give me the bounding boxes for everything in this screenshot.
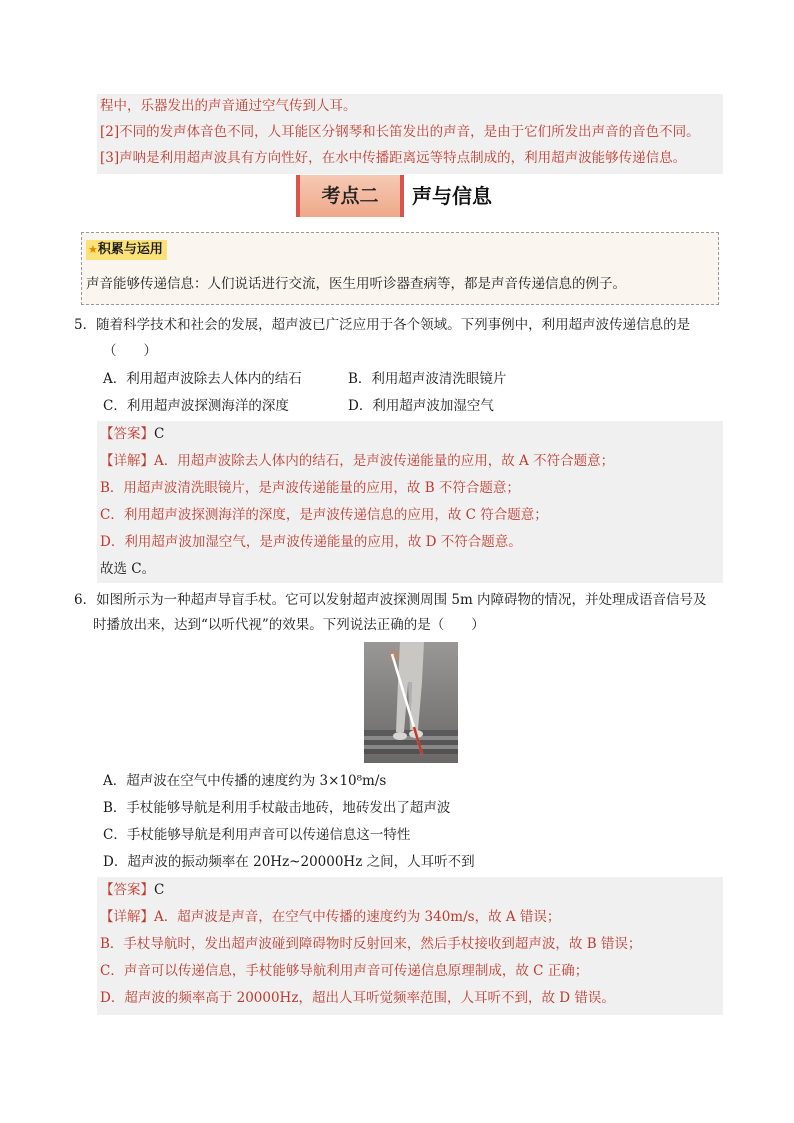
q5-stem-line-1: 5．随着科学技术和社会的发展，超声波已广泛应用于各个领域。下列事例中，利用超声波传递信息的是 — [74, 317, 691, 333]
q6-option-b: B．手杖能够导航是利用手杖敲击地砖，地砖发出了超声波 — [103, 800, 451, 816]
prev-answer-line-2: [2]不同的发声体音色不同，人耳能区分钢琴和长笛发出的声音，是由于它们所发出声音的音色不同。 — [100, 124, 700, 140]
q5-stem-line-2: （ ） — [103, 343, 157, 359]
q5-detail-line-1 — [100, 451, 614, 471]
star-icon: ★ — [88, 243, 98, 256]
section-label: 考点二 — [296, 175, 404, 217]
q5-detail-d: D．利用超声波加湿空气，是声波传递能量的应用，故 D 不符合题意。 — [100, 534, 522, 550]
q6-option-c: C．手杖能够导航是利用声音可以传递信息这一特性 — [103, 827, 411, 843]
prev-answer-line-1: 程中，乐器发出的声音通过空气传到人耳。 — [100, 98, 357, 114]
tip-label-text: 积累与运用 — [97, 242, 163, 257]
q6-option-a: A．超声波在空气中传播的速度约为 3×10⁸m/s — [103, 773, 387, 789]
q6-answer-tag: 【答案】 — [100, 882, 154, 898]
q5-detail-a: A．用超声波除去人体内的结石，是声波传递能量的应用，故 A 不符合题意； — [154, 453, 615, 469]
q5-detail-b: B．用超声波清洗眼镜片，是声波传递能量的应用，故 B 不符合题意； — [100, 480, 520, 496]
q5-answer-value: C — [154, 426, 165, 442]
q6-option-d: D．超声波的振动频率在 20Hz~20000Hz 之间，人耳听不到 — [103, 854, 475, 870]
prev-answer-line-3: [3]声呐是利用超声波具有方向性好，在水中传播距离远等特点制成的，利用超声波能够传递信息。 — [100, 150, 687, 166]
q5-detail-c: C．利用超声波探测海洋的深度，是声波传递信息的应用，故 C 符合题意； — [100, 507, 548, 523]
tip-text: 声音能够传递信息：人们说话进行交流，医生用听诊器查病等，都是声音传递信息的例子。 — [86, 276, 626, 292]
q5-answer — [100, 424, 164, 444]
q5-answer-tag: 【答案】 — [100, 426, 154, 442]
q6-detail-d: D．超声波的频率高于 20000Hz，超出人耳听觉频率范围，人耳听不到，故 D 错误。 — [100, 990, 615, 1006]
q6-detail-a: A．超声波是声音，在空气中传播的速度约为 340m/s，故 A 错误； — [154, 909, 561, 925]
tip-box — [81, 232, 719, 305]
q6-detail-tag: 【详解】 — [100, 909, 154, 925]
q5-option-d: D．利用超声波加湿空气 — [348, 398, 494, 414]
q6-detail-b: B．手杖导航时，发出超声波碰到障碍物时反射回来，然后手杖接收到超声波，故 B 错误； — [100, 936, 642, 952]
q5-conclusion: 故选 C。 — [100, 561, 156, 577]
q6-detail-c: C．声音可以传递信息，手杖能够导航利用声音可传递信息原理制成，故 C 正确； — [100, 963, 589, 979]
q5-detail-tag: 【详解】 — [100, 453, 154, 469]
q5-option-a: A．利用超声波除去人体内的结石 — [103, 371, 302, 387]
q5-option-b: B．利用超声波清洗眼镜片 — [348, 371, 507, 387]
q6-detail-line-1 — [100, 907, 560, 927]
q6-stem-line-1: 6．如图所示为一种超声导盲手杖。它可以发射超声波探测周围 5m 内障碍物的情况，并处理成语音信号及 — [74, 592, 707, 608]
q5-answer-block — [97, 421, 723, 583]
tip-label — [86, 240, 167, 260]
q6-answer — [100, 880, 164, 900]
q6-answer-value: C — [154, 882, 165, 898]
q6-stem-line-2: 时播放出来，达到“以听代视”的效果。下列说法正确的是（ ） — [93, 617, 485, 633]
q5-option-c: C．利用超声波探测海洋的深度 — [103, 398, 289, 414]
section-title: 声与信息 — [412, 184, 492, 208]
guide-cane-photo — [364, 642, 458, 763]
